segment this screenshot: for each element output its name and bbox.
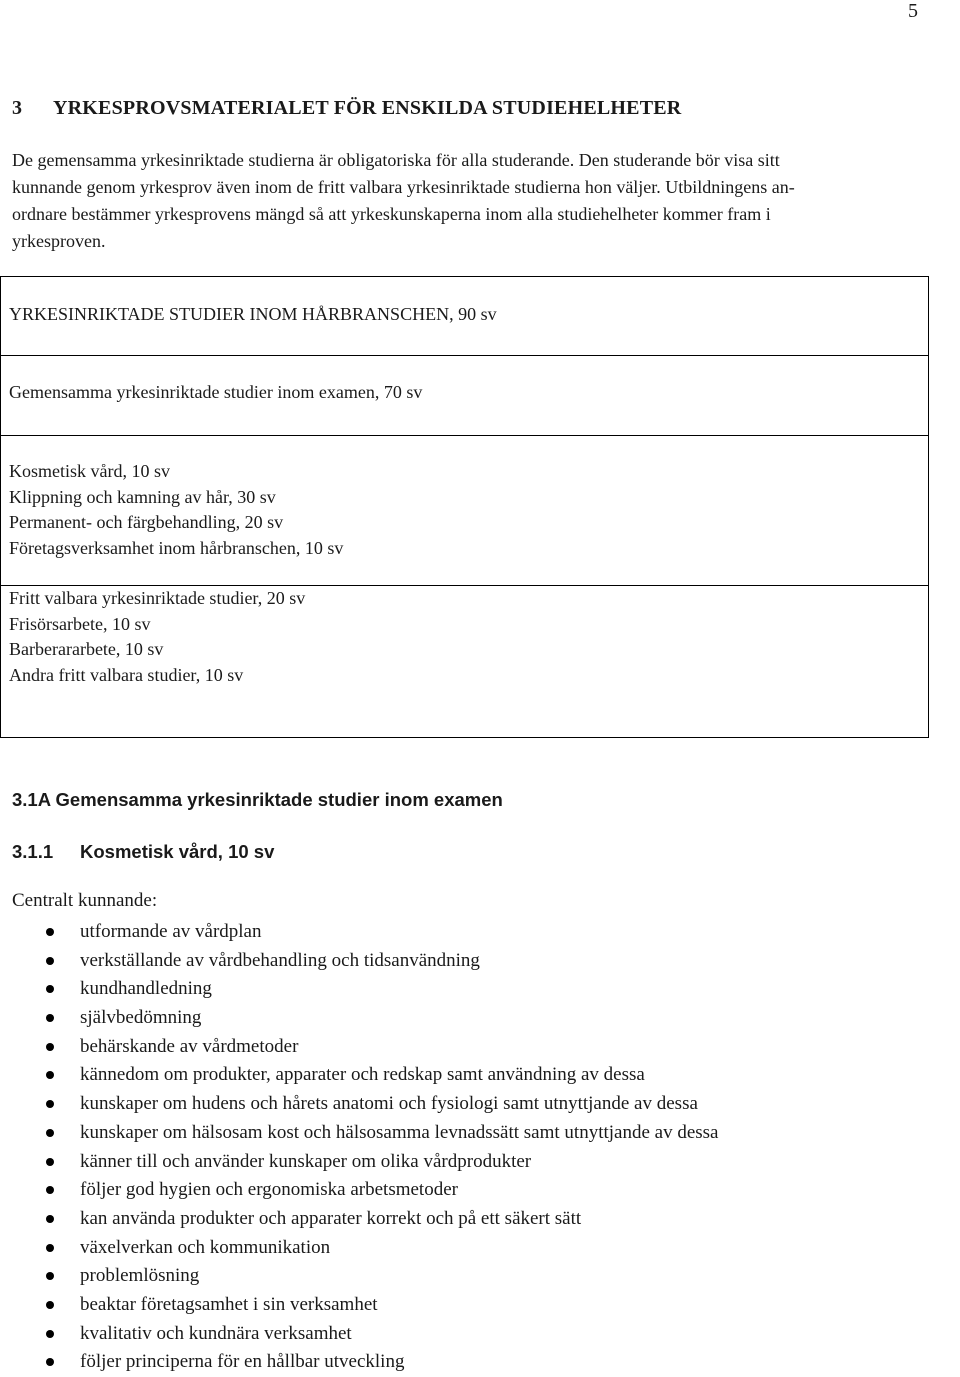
bullet-icon (46, 1100, 54, 1108)
intro-line: yrkesproven. (12, 231, 106, 251)
bullet-icon (46, 1244, 54, 1252)
section-heading (12, 97, 681, 120)
optional-item: Fritt valbara yrkesinriktade studier, 20 sv (9, 588, 306, 608)
bullet-icon (46, 1014, 54, 1022)
intro-line: ordnare bestämmer yrkesprovens mängd så att yrkeskunskaperna inom alla studiehelheter kommer fram i (12, 204, 771, 224)
common-item: Klippning och kamning av hår, 30 sv (9, 486, 276, 507)
bullet-icon (46, 1071, 54, 1079)
bullet-icon (46, 1129, 54, 1137)
section-number: 3 (12, 97, 23, 119)
subsubsection-number: 3.1.1 (12, 841, 54, 862)
bullet-icon (46, 1043, 54, 1051)
overview-common-title: Gemensamma yrkesinriktade studier inom examen, 70 sv (9, 382, 423, 402)
common-items-list (9, 459, 343, 561)
overview-common-items-row (1, 435, 928, 586)
bullet-icon (46, 928, 54, 936)
optional-item: Frisörsarbete, 10 sv (9, 613, 151, 634)
intro-line: kunnande genom yrkesprov även inom de fritt valbara yrkesinriktade studierna hon väljer. Utbildningens an- (12, 177, 795, 197)
bullet-icon (46, 1330, 54, 1338)
intro-line: De gemensamma yrkesinriktade studierna är obligatoriska för alla studerande. Den studerande bör visa sitt (12, 150, 780, 170)
common-item: Företagsverksamhet inom hårbranschen, 10 sv (9, 537, 344, 558)
bullet-icon (46, 1301, 54, 1309)
common-item: Permanent- och färgbehandling, 20 sv (9, 512, 284, 532)
subsubsection-heading (12, 841, 274, 863)
overview-title: YRKESINRIKTADE STUDIER INOM HÅRBRANSCHEN, 90 sv (9, 304, 497, 324)
bullet-icon (46, 1215, 54, 1223)
bullet-icon (46, 1158, 54, 1166)
bullet-icon (46, 1272, 54, 1280)
optional-items-list (9, 586, 305, 688)
overview-common-row (1, 355, 928, 436)
central-content-label: Centralt kunnande: (12, 890, 158, 911)
intro-paragraph (12, 147, 947, 255)
page-number: 5 (908, 0, 918, 22)
bullet-icon (46, 985, 54, 993)
overview-title-row (1, 277, 928, 356)
common-item: Kosmetisk vård, 10 sv (9, 461, 170, 481)
studies-overview-table (0, 276, 929, 738)
bullet-icon (46, 957, 54, 965)
optional-item: Andra fritt valbara studier, 10 sv (9, 664, 244, 685)
bullet-icon (46, 1186, 54, 1194)
section-title: YRKESPROVSMATERIALET FÖR ENSKILDA STUDIEHELHETER (53, 97, 682, 119)
optional-item: Barberararbete, 10 sv (9, 639, 164, 659)
subsubsection-title: Kosmetisk vård, 10 sv (80, 841, 275, 862)
bullet-icon (46, 1358, 54, 1366)
subsection-heading: 3.1A Gemensamma yrkesinriktade studier inom examen (12, 789, 503, 810)
